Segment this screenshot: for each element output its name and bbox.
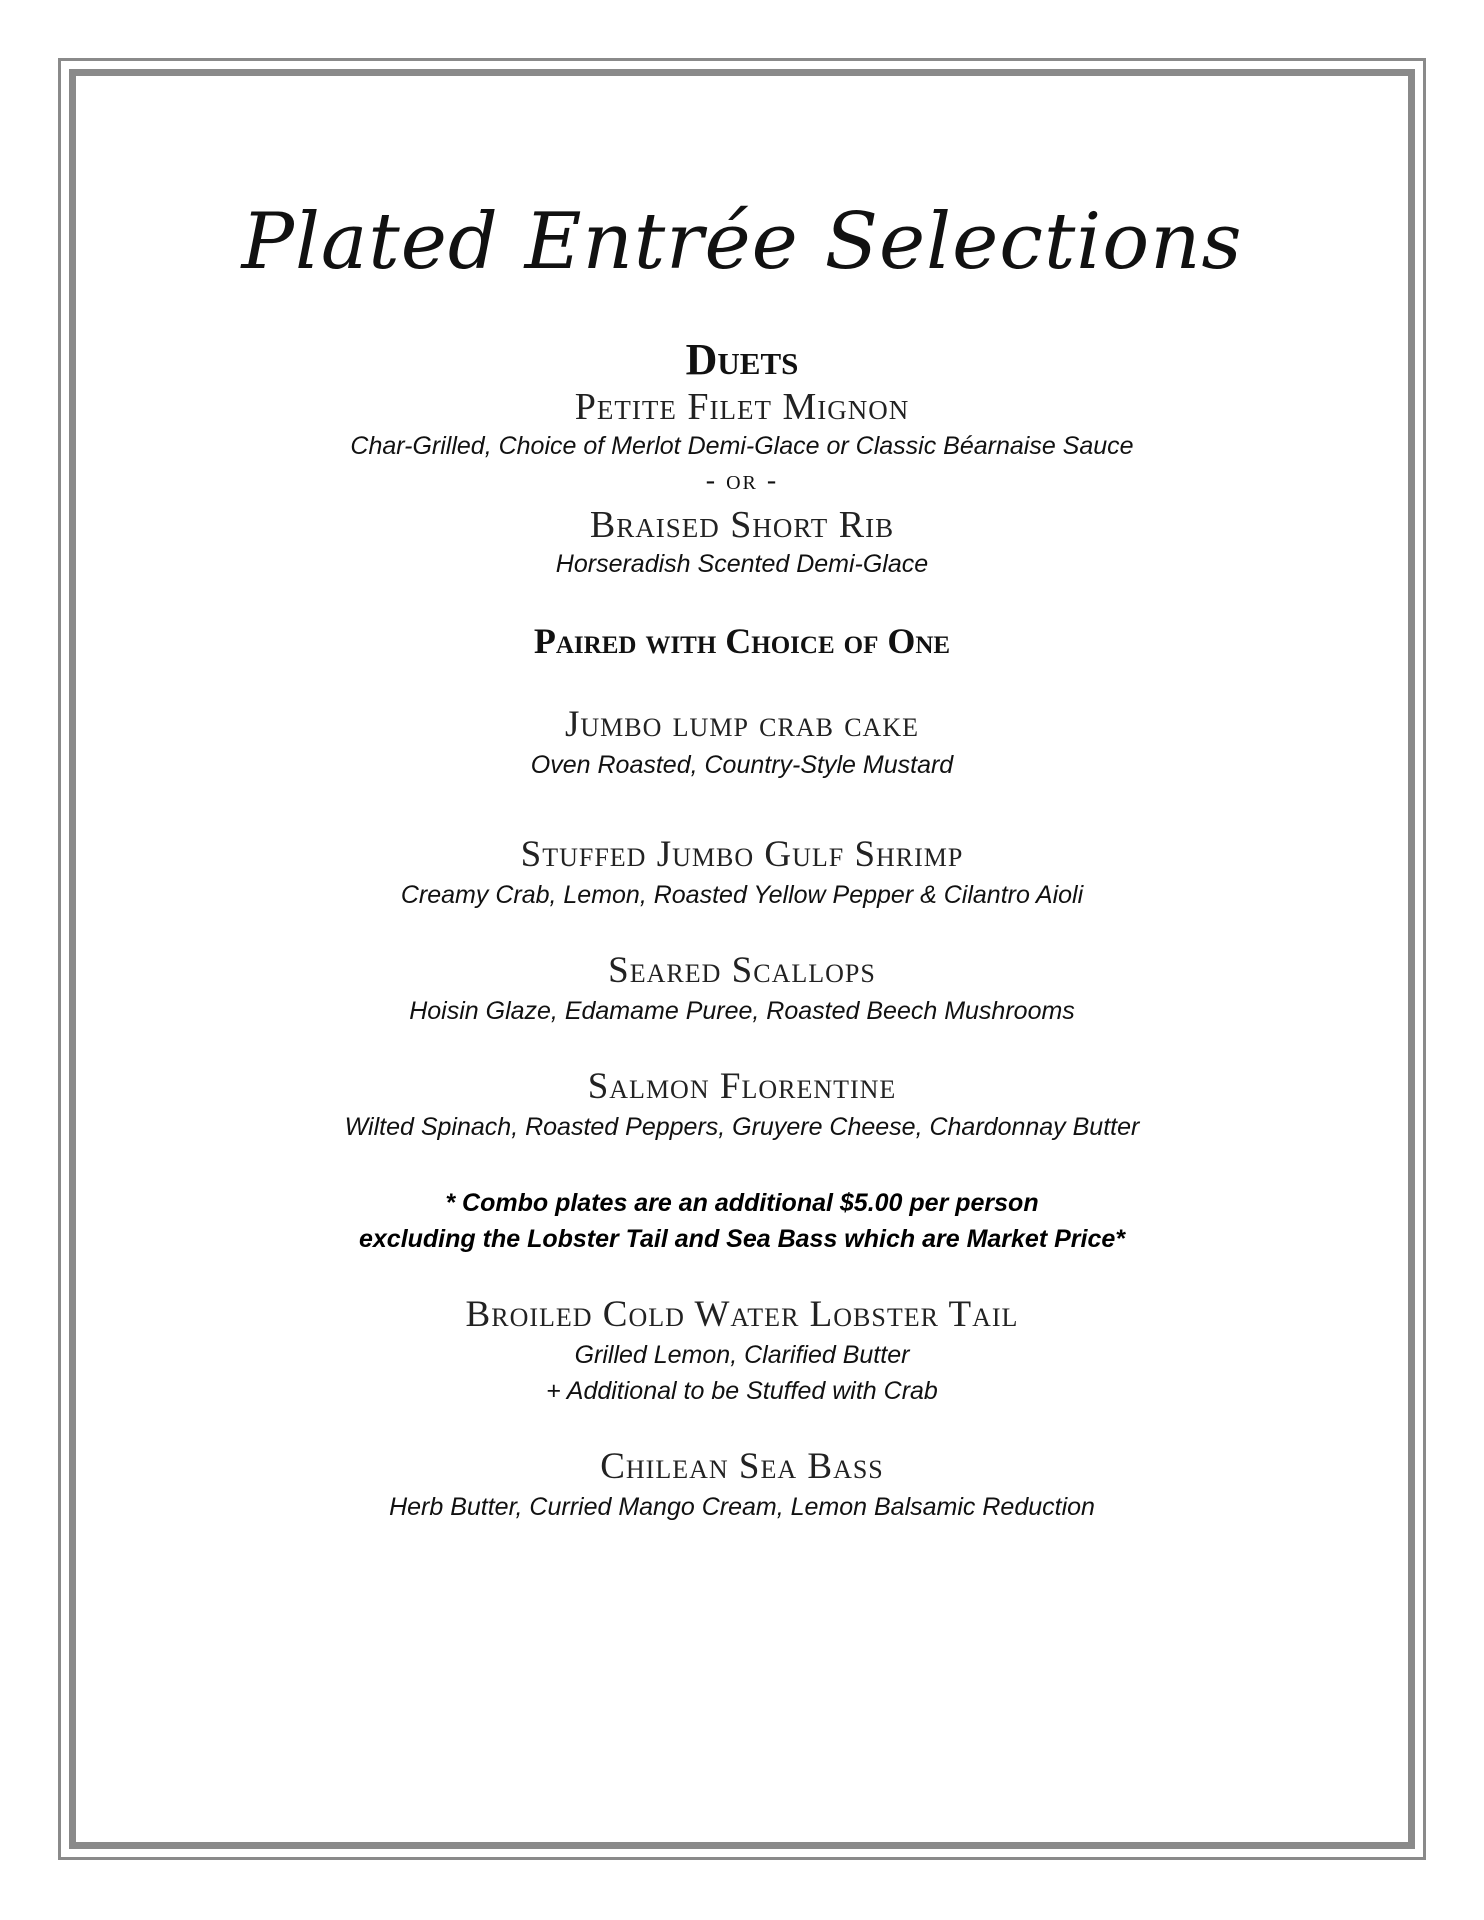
combo-note-line-1: * Combo plates are an additional $5.00 per person xyxy=(445,1189,1039,1217)
dish-description-salmon: Wilted Spinach, Roasted Peppers, Gruyere Cheese, Chardonnay Butter xyxy=(344,1113,1140,1141)
dish-name-sea-bass: Chilean Sea Bass xyxy=(600,1446,884,1487)
dish-extra-lobster-tail: + Additional to be Stuffed with Crab xyxy=(546,1377,938,1405)
dish-description-scallops: Hoisin Glaze, Edamame Puree, Roasted Beech Mushrooms xyxy=(409,997,1075,1025)
dish-description-sea-bass: Herb Butter, Curried Mango Cream, Lemon Balsamic Reduction xyxy=(389,1493,1095,1521)
dish-description-crab-cake: Oven Roasted, Country-Style Mustard xyxy=(530,751,954,779)
dish-name-crab-cake: Jumbo lump crab cake xyxy=(565,704,919,745)
paired-heading: Paired with Choice of One xyxy=(533,621,951,661)
dish-name-salmon: Salmon Florentine xyxy=(587,1066,897,1107)
dish-name-gulf-shrimp: Stuffed Jumbo Gulf Shrimp xyxy=(520,834,964,875)
dish-name-filet-mignon: Petite Filet Mignon xyxy=(574,386,910,428)
dish-name-short-rib: Braised Short Rib xyxy=(589,504,895,546)
page-title: Plated Entrée Selections xyxy=(241,197,1243,287)
dish-description-gulf-shrimp: Creamy Crab, Lemon, Roasted Yellow Pepper & Cilantro Aioli xyxy=(400,881,1084,909)
dish-description-short-rib: Horseradish Scented Demi-Glace xyxy=(555,550,929,578)
combo-note-line-2: excluding the Lobster Tail and Sea Bass which are Market Price* xyxy=(358,1225,1125,1253)
duets-or-separator: - or - xyxy=(705,465,779,496)
dish-description-lobster-tail: Grilled Lemon, Clarified Butter xyxy=(574,1341,910,1369)
duets-heading: Duets xyxy=(685,335,799,384)
dish-description-filet-mignon: Char-Grilled, Choice of Merlot Demi-Glace or Classic Béarnaise Sauce xyxy=(350,432,1134,460)
dish-name-scallops: Seared Scallops xyxy=(608,950,876,991)
dish-name-lobster-tail: Broiled Cold Water Lobster Tail xyxy=(465,1294,1019,1335)
